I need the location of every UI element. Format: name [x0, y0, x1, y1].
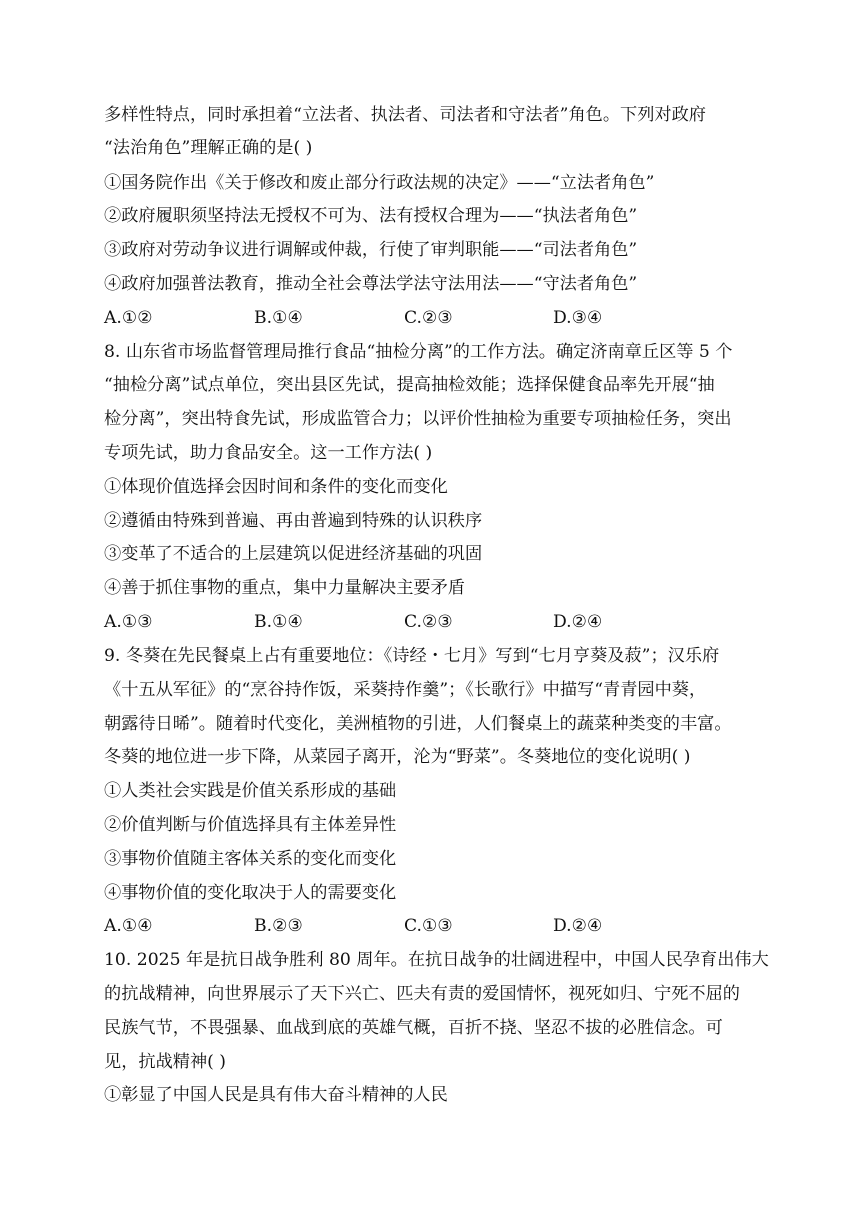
q7-option-c: C.②③ [404, 308, 453, 328]
q7-statement-4: ④政府加强普法教育，推动全社会尊法学法守法用法——“守法者角色” [104, 274, 638, 294]
q8-stem-line: 8. 山东省市场监督管理局推行食品“抽检分离”的工作方法。确定济南章丘区等 5 个 [104, 342, 733, 362]
q8-option-b: B.①④ [254, 612, 303, 632]
q8-statement-4: ④善于抓住事物的重点，集中力量解决主要矛盾 [104, 578, 465, 598]
q7-statement-3: ③政府对劳动争议进行调解或仲裁，行使了审判职能——“司法者角色” [104, 240, 638, 260]
q9-option-a: A.①④ [104, 916, 153, 936]
q9-statement-1: ①人类社会实践是价值关系形成的基础 [104, 781, 397, 801]
q8-option-d: D.②④ [553, 612, 603, 632]
q8-stem-line: 专项先试，助力食品安全。这一工作方法( ) [104, 443, 433, 463]
q10-stem-line: 民族气节，不畏强暴、血战到底的英雄气概，百折不挠、坚忍不拔的必胜信念。可 [104, 1018, 723, 1038]
q10-stem-line: 10. 2025 年是抗日战争胜利 80 周年。在抗日战争的壮阔进程中，中国人民孕育出伟大 [104, 950, 769, 970]
q9-stem-line: 冬葵的地位进一步下降，从菜园子离开，沦为“野菜”。冬葵地位的变化说明( ) [104, 747, 691, 767]
q7-statement-2: ②政府履职须坚持法无授权不可为、法有授权合理为——“执法者角色” [104, 206, 638, 226]
q7-stem-line: “法治角色”理解正确的是( ) [104, 138, 313, 158]
q8-option-a: A.①③ [104, 612, 153, 632]
q8-stem-line: “抽检分离”试点单位，突出县区先试，提高抽检效能；选择保健食品率先开展“抽 [104, 375, 715, 395]
q9-statement-2: ②价值判断与价值选择具有主体差异性 [104, 815, 397, 835]
q9-stem-line: 朝露待日晞”。随着时代变化，美洲植物的引进，人们餐桌上的蔬菜种类变的丰富。 [104, 714, 732, 734]
q9-option-d: D.②④ [553, 916, 603, 936]
q8-statement-3: ③变革了不适合的上层建筑以促进经济基础的巩固 [104, 544, 483, 564]
q8-option-c: C.②③ [404, 612, 453, 632]
q7-statement-1: ①国务院作出《关于修改和废止部分行政法规的决定》——“立法者角色” [104, 173, 655, 193]
q9-statement-3: ③事物价值随主客体关系的变化而变化 [104, 849, 397, 869]
q8-statement-1: ①体现价值选择会因时间和条件的变化而变化 [104, 477, 448, 497]
q7-stem-line: 多样性特点，同时承担着“立法者、执法者、司法者和守法者”角色。下列对政府 [104, 105, 706, 125]
q9-option-c: C.①③ [404, 916, 453, 936]
q9-stem-line: 9. 冬葵在先民餐桌上占有重要地位：《诗经・七月》写到“七月亨葵及菽”；汉乐府 [104, 646, 720, 666]
q7-option-d: D.③④ [553, 308, 603, 328]
q10-stem-line: 的抗战精神，向世界展示了天下兴亡、匹夫有责的爱国情怀，视死如归、宁死不屈的 [104, 984, 740, 1004]
q10-stem-line: 见，抗战精神( ) [104, 1052, 226, 1072]
q7-option-a: A.①② [104, 308, 153, 328]
q9-statement-4: ④事物价值的变化取决于人的需要变化 [104, 883, 397, 903]
q8-stem-line: 检分离”，突出特食先试，形成监管合力；以评价性抽检为重要专项抽检任务，突出 [104, 409, 732, 429]
q9-stem-line: 《十五从军征》的“烹谷持作饭，采葵持作羹”；《长歌行》中描写“青青园中葵， [104, 680, 707, 700]
q8-statement-2: ②遵循由特殊到普遍、再由普遍到特殊的认识秩序 [104, 511, 483, 531]
q7-option-b: B.①④ [254, 308, 303, 328]
q10-statement-1: ①彰显了中国人民是具有伟大奋斗精神的人民 [104, 1085, 448, 1105]
q9-option-b: B.②③ [254, 916, 303, 936]
